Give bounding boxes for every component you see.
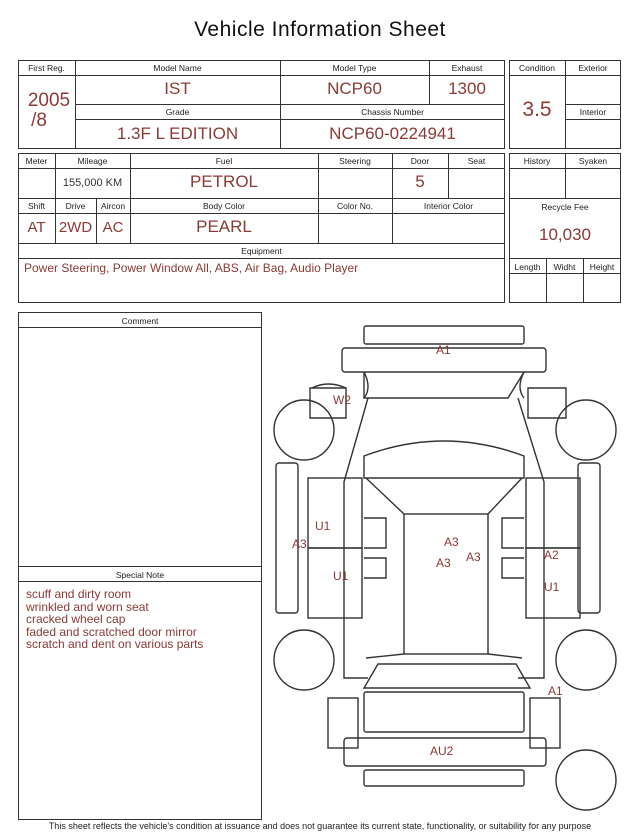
damage-mark-front-left: W2 [333, 393, 351, 407]
special-note-item: cracked wheel cap [26, 612, 126, 626]
aircon-label: Aircon [100, 201, 126, 211]
first-reg-year: 2005 [27, 90, 71, 111]
length-label: Length [514, 262, 541, 272]
color-no-label: Color No. [337, 201, 373, 211]
damage-mark-right-rear: A1 [548, 684, 563, 698]
damage-mark-roof-c: A3 [436, 556, 451, 570]
chassis-number-label: Chassis Number [361, 107, 424, 117]
first-reg-month: /8 [31, 110, 47, 131]
damage-mark-rear-bumper: AU2 [430, 744, 454, 758]
shift-label: Shift [27, 201, 45, 211]
special-note-label: Special Note [115, 570, 165, 580]
history-label: History [523, 156, 551, 166]
equipment-label: Equipment [241, 246, 282, 256]
grade-value: 1.3F L EDITION [116, 124, 239, 143]
sheet-title: Vehicle Information Sheet [194, 18, 446, 41]
seat-label: Seat [467, 156, 486, 166]
damage-mark-left-door-rear: U1 [333, 569, 349, 583]
damage-mark-left-door-front-a: U1 [315, 519, 331, 533]
exterior-label: Exterior [578, 63, 608, 73]
comment-label: Comment [121, 316, 159, 326]
condition-value: 3.5 [522, 98, 552, 121]
model-type-value: NCP60 [327, 79, 382, 98]
damage-mark-front-bumper: A1 [436, 343, 451, 357]
body-color-value: PEARL [196, 217, 252, 236]
mileage-value: 155,000 KM [62, 177, 123, 189]
damage-mark-roof-a: A3 [444, 535, 459, 549]
body-color-label: Body Color [202, 201, 246, 211]
drive-value: 2WD [58, 219, 93, 236]
interior-color-label: Interior Color [423, 201, 474, 211]
meter-label: Meter [25, 156, 48, 166]
car-damage-diagram [268, 318, 628, 818]
disclaimer-footer: This sheet reflects the vehicle's condition at issuance and does not guarantee its current state, functionality, or suitability for any purpose [48, 821, 592, 831]
width-label: Widht [553, 262, 576, 272]
fuel-label: Fuel [215, 156, 233, 166]
special-note-item: scuff and dirty room [26, 587, 132, 601]
damage-mark-right-door-rear: U1 [544, 580, 560, 594]
first-reg-label: First Reg. [28, 63, 65, 73]
damage-mark-roof-b: A3 [466, 550, 481, 564]
special-note-list [26, 588, 203, 651]
fuel-value: PETROL [189, 172, 259, 191]
drive-label: Drive [65, 201, 86, 211]
exhaust-label: Exhaust [451, 63, 483, 73]
grade-label: Grade [165, 107, 190, 117]
damage-mark-right-door-front: A2 [544, 548, 559, 562]
door-value: 5 [415, 172, 425, 191]
steering-label: Steering [339, 156, 371, 166]
chassis-number-value: NCP60-0224941 [329, 124, 456, 143]
shift-value: AT [27, 219, 46, 236]
model-name-value: IST [164, 79, 191, 98]
height-label: Height [589, 262, 615, 272]
special-note-item: scratch and dent on various parts [26, 637, 204, 651]
damage-mark-left-door-front-b: A3 [292, 537, 307, 551]
recycle-fee-label: Recycle Fee [541, 202, 589, 212]
model-name-label: Model Name [153, 63, 202, 73]
mileage-label: Mileage [77, 156, 108, 166]
model-type-label: Model Type [332, 63, 377, 73]
interior-label: Interior [579, 107, 607, 117]
aircon-value: AC [102, 219, 124, 236]
syaken-label: Syaken [578, 156, 608, 166]
recycle-fee-value: 10,030 [539, 225, 591, 244]
equipment-value: Power Steering, Power Window All, ABS, Air Bag, Audio Player [24, 261, 359, 275]
exhaust-value: 1300 [448, 79, 486, 98]
special-note-item: faded and scratched door mirror [26, 624, 197, 639]
condition-label: Condition [519, 63, 555, 73]
special-note-item: wrinkled and worn seat [26, 599, 149, 614]
door-label: Door [410, 156, 430, 166]
